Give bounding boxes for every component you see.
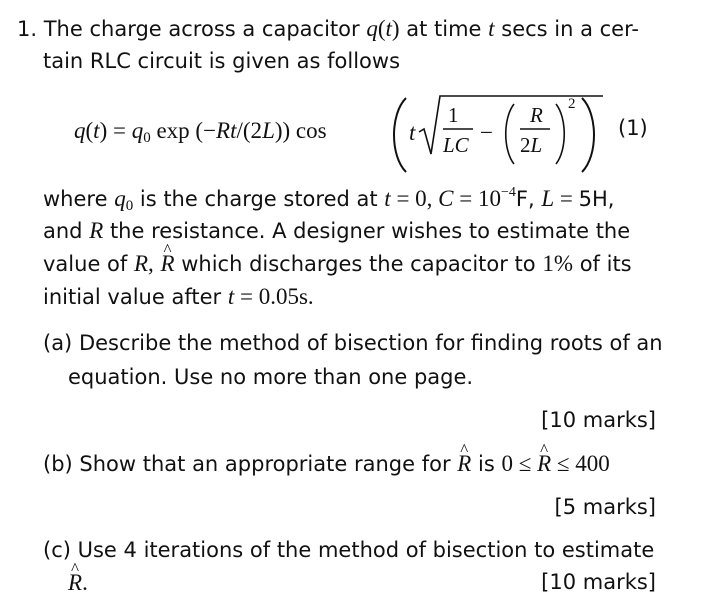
- range-low: 0: [501, 451, 513, 476]
- part-c-line2: ^ R.: [68, 570, 88, 596]
- part-b-text: Show that an appropriate range for: [79, 452, 451, 476]
- where-word: where: [43, 187, 108, 211]
- part-a-label: (a): [43, 331, 73, 355]
- svg-text:2L: 2L: [520, 133, 543, 157]
- question-intro-line2: tain RLC circuit is given as follows: [43, 49, 401, 73]
- where-line: where $q_0$ is the charge stored at t = 0, $C = 10^{-4}F$, L = 5H,: [43, 185, 615, 214]
- question-number: 1.: [17, 17, 38, 41]
- part-b-is: is: [478, 452, 495, 476]
- value-line: value of R, ^ R which discharges the capacitor to 1% of its: [43, 251, 632, 277]
- of-its-text: of its: [579, 252, 632, 276]
- resistance-text: the resistance. A designer wishes to estimate the: [109, 219, 631, 243]
- part-c-label: (c): [43, 538, 71, 562]
- intro-text-end: secs in a cer-: [501, 17, 639, 41]
- discharge-text: which discharges the capacitor to: [181, 252, 536, 276]
- part-a-line1: [43, 331, 663, 355]
- part-a-marks: [10 marks]: [541, 408, 656, 432]
- part-c-line1: [43, 538, 654, 562]
- part-b-marks: [5 marks]: [554, 495, 656, 519]
- part-a-line2: equation. Use no more than one page.: [68, 365, 474, 389]
- range-high: 400: [575, 451, 610, 476]
- initial-value-line: initial value after t = 0.05s.: [43, 284, 314, 309]
- svg-text:1: 1: [448, 103, 459, 127]
- svg-text:R: R: [530, 103, 543, 127]
- intro-text-mid: at time: [406, 17, 482, 41]
- question-intro-line1: 1. The charge across a capacitor q(t) at time t secs in a cer-: [17, 16, 639, 41]
- inductance-value: 5H,: [578, 187, 615, 211]
- svg-text:−: −: [480, 120, 493, 145]
- part-c-marks: [10 marks]: [541, 570, 656, 594]
- part-c-text: Use 4 iterations of the method of bisection to estimate: [77, 538, 655, 562]
- part-b-label: (b): [43, 452, 73, 476]
- charge-equation: [0, 84, 706, 174]
- capacitance-value: 10: [478, 186, 501, 211]
- time-value: 0.05s.: [258, 284, 314, 309]
- equation-number: (1): [618, 116, 648, 140]
- svg-text:2: 2: [568, 96, 576, 112]
- svg-text:q(t) = q0 exp (−Rt/(2L)) cos: q(t) = q0 exp (−Rt/(2L)) cos: [74, 118, 327, 146]
- capacitance-unit: F,: [515, 187, 535, 211]
- resistance-line: and R the resistance. A designer wishes to estimate the: [43, 218, 631, 243]
- where-mid-text: is the charge stored at: [139, 187, 378, 211]
- and-word: and: [43, 219, 83, 243]
- intro-text: The charge across a capacitor: [43, 17, 360, 41]
- svg-text:LC: LC: [443, 133, 469, 157]
- svg-text:t: t: [409, 120, 416, 145]
- percent-value: 1%: [542, 251, 573, 276]
- capacitance-exponent: −4: [501, 185, 516, 200]
- initial-value-text: initial value after: [43, 285, 222, 309]
- part-a-text: Describe the method of bisection for finding roots of an: [78, 331, 663, 355]
- part-b-line: (b) Show that an appropriate range for ^ R is 0 ≤ ^ R ≤ 400: [43, 451, 610, 477]
- value-of-text: value of: [43, 252, 128, 276]
